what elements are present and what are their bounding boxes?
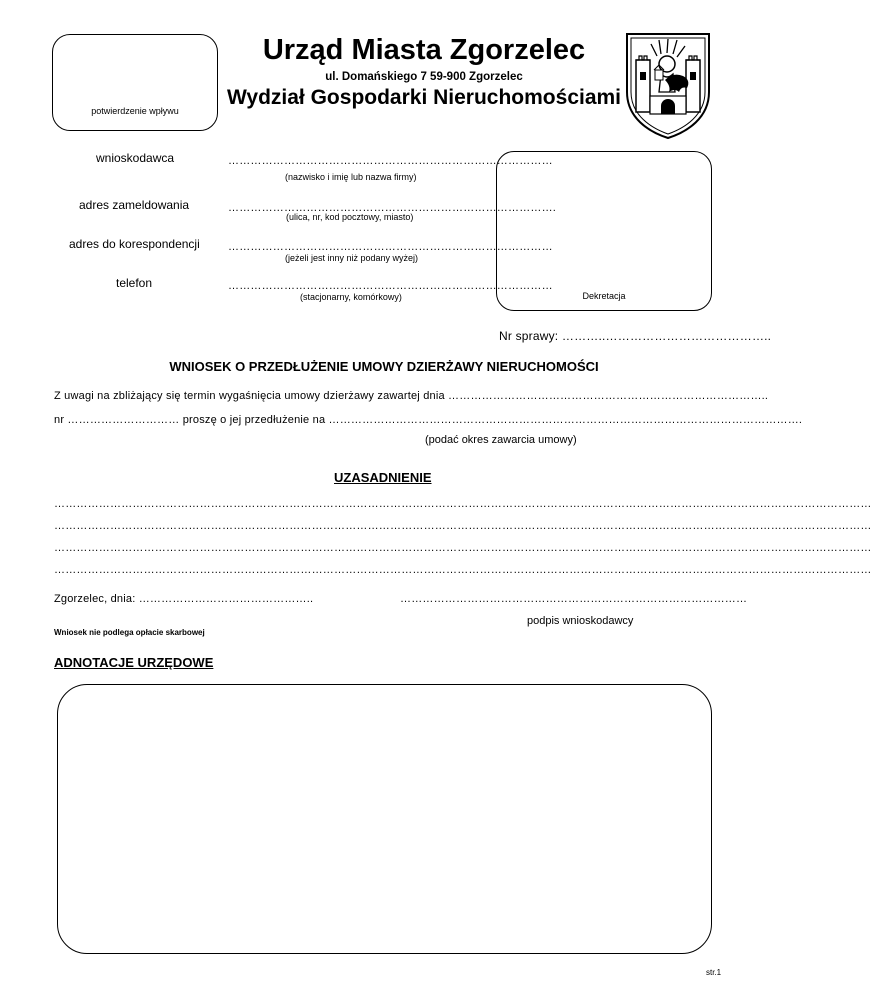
applicant-name-field[interactable]: …………………………………………………………………………… — [228, 155, 553, 167]
registered-address-hint: (ulica, nr, kod pocztowy, miasto) — [286, 212, 414, 222]
correspondence-address-field[interactable]: …………………………………………………………………………… — [228, 241, 553, 253]
form-title: WNIOSEK O PRZEDŁUŻENIE UMOWY DZIERŻAWY NIERUCHOMOŚCI — [169, 359, 599, 374]
correspondence-address-label: adres do korespondencji — [69, 237, 200, 251]
signature-label: podpis wnioskodawcy — [527, 615, 634, 627]
stamp-box — [52, 34, 218, 131]
justification-line[interactable]: ………………………………………………………………………………………………………………………………………………………………………………………………… — [54, 564, 872, 576]
registered-address-field[interactable]: ……………………………………………………………………………. — [228, 202, 557, 214]
page-title: Urząd Miasta Zgorzelec — [262, 34, 586, 66]
phone-hint: (stacjonarny, komórkowy) — [300, 292, 402, 302]
department-name: Wydział Gospodarki Nieruchomościami — [226, 86, 622, 109]
justification-heading: UZASADNIENIE — [334, 470, 432, 485]
official-notes-heading: ADNOTACJE URZĘDOWE — [54, 655, 214, 670]
case-number: Nr sprawy: ………..………………………………….. — [499, 329, 772, 343]
phone-field[interactable]: …………………………………………………………………………… — [228, 280, 553, 292]
justification-line[interactable]: ………………………………………………………………………………………………………………………………………………………………………………………………… — [54, 520, 872, 532]
page-number: str.1 — [706, 968, 722, 977]
registered-address-label: adres zameldowania — [79, 198, 190, 212]
signature-field[interactable]: ………………………………………………………………………………… — [400, 593, 748, 605]
justification-line[interactable]: ………………………………………………………………………………………………………………………………………………………………………………………………… — [54, 542, 872, 554]
body-line-2: nr ………………………… proszę o jej przedłużenie na ………………………………………………………………………………………………………………. — [54, 414, 803, 426]
body-line-2-hint: (podać okres zawarcia umowy) — [425, 434, 577, 446]
decree-box-label: Dekretacja — [582, 291, 626, 301]
stamp-box-label: potwierdzenie wpływu — [91, 106, 179, 116]
correspondence-address-hint: (jeżeli jest inny niż podany wyżej) — [285, 253, 419, 263]
applicant-name-label: wnioskodawca — [96, 151, 175, 165]
office-address: ul. Domańskiego 7 59-900 Zgorzelec — [325, 71, 523, 83]
fee-note: Wniosek nie podlega opłacie skarbowej — [54, 628, 205, 637]
applicant-name-hint: (nazwisko i imię lub nazwa firmy) — [285, 172, 417, 182]
body-line-1: Z uwagi na zbliżający się termin wygaśnięcia umowy dzierżawy zawartej dnia ………………………………………………………………………….. — [54, 390, 769, 402]
phone-label: telefon — [116, 276, 153, 290]
decree-box — [496, 151, 712, 311]
justification-line[interactable]: ………………………………………………………………………………………………………………………………………………………………………………………………… — [54, 498, 872, 510]
official-notes-box — [57, 684, 712, 954]
coat-of-arms-icon — [621, 30, 715, 140]
date-field[interactable]: Zgorzelec, dnia: ……………………………………….. — [54, 593, 314, 605]
